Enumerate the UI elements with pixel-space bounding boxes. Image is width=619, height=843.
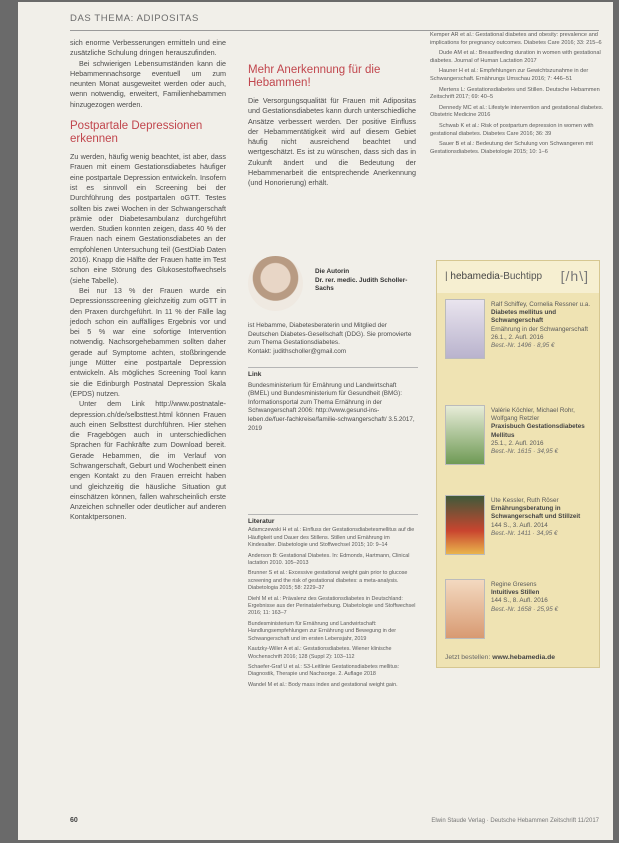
book-edition: 25.1., 2. Aufl. 2016 <box>491 439 544 447</box>
divider <box>248 514 418 515</box>
literature-heading: Literatur <box>248 518 275 525</box>
link-box <box>248 371 418 433</box>
paragraph: Die Versorgungsqualität für Frauen mit Adipositas und Gestationsdiabetes kann durch unterschiedliche Ansätze verbessert werden. Der positive Einfluss der Hebammentätigkeit wird auf diesem Gebiet häufig nicht ausreichend beachtet und wertgeschätzt. Es ist zu wünschen, dass sich das in Zukunft ändert und die Bedeutung der Hebammenarbeit die entsprechende Anerkennung (und Honorierung) erhält. <box>248 96 416 188</box>
section-kicker: DAS THEMA: ADIPOSITAS <box>70 13 199 24</box>
reference-item: Dude AM et al.: Breastfeeding duration in women with gestational diabetes. Journal of Human Lactation 2017 <box>430 50 601 64</box>
book-price: Best.-Nr. 1615 · 34,95 € <box>491 448 558 456</box>
hebamedia-logo-icon: [/h\] <box>560 268 589 284</box>
book-edition: 144 S., 3. Aufl. 2014 <box>491 521 548 529</box>
order-prefix: Jetzt bestellen: <box>445 654 491 661</box>
author-name: Dr. rer. medic. Judith Scholler-Sachs <box>315 276 408 292</box>
literature-item: Bundesministerium für Ernährung und Landwirtschaft: Handlungsempfehlungen zur Ernährung und Bewegung in der Schwangerschaft und im ersten Lebensjahr, 2019 <box>248 620 397 642</box>
author-box <box>315 268 417 294</box>
link-text[interactable]: Bundesministerium für Ernährung und Landwirtschaft (BMEL) und Bundesministerium für Gesundheit (BMG): Informationsportal zum Thema Ernährung in der Schwangerschaft 2006: http://www.gesund-ins-leben.de/fuer-fachkreise/familie-schwangerschaft/ 3.5.2017, 2019 <box>248 381 415 432</box>
book-subtitle: Ernährung in der Schwangerschaft <box>491 325 588 333</box>
book-price: Best.-Nr. 1658 · 25,95 € <box>491 605 558 613</box>
literature-item: Schaefer-Graf U et al.: S3-Leitlinie Gestationsdiabetes mellitus: Diagnostik, Therapie und Nachsorge. 2. Auflage 2018 <box>248 663 400 678</box>
book-author: Regine Gresens <box>491 581 537 588</box>
paragraph: Bei nur 13 % der Frauen wurde ein Depressionsscreening gleichzeitig zum oGTT in den Praxen durchgeführt. In 11 % der Fälle lag jedoch schon ein auffälliges Ergebnis vor und bei 5 % war eine sofortige Intervention notwendig. Nachsorgehebammen sollten daher gerade auf Symptome achten, stoßbringende junge Mütter eine postpartale Depression entwickeln. Als mögliches Screening Tool kann sie die Edinburgh Postnatal Depression Skala (EPDS) nutzen. <box>70 285 226 398</box>
subheading-postpartal: Postpartale Depressionen erkennen <box>70 120 203 146</box>
book-item[interactable] <box>445 495 593 563</box>
literature-item: Wandel M et al.: Body mass index and gestational weight gain. <box>248 681 398 688</box>
book-price: Best.-Nr. 1411 · 34,95 € <box>491 529 558 537</box>
reference-item: Hauner H et al.: Empfehlungen zur Gewichtszunahme in der Schwangerschaft. Ernährungs Umschau 2016; 7: 446–51 <box>430 68 589 82</box>
book-price: Best.-Nr. 1496 · 8,95 € <box>491 342 555 350</box>
reference-item: Sauer B et al.: Bedeutung der Schulung von Schwangeren mit Gestationsdiabetes. Diabetologie 2015; 10: 1–6 <box>430 141 593 155</box>
book-edition: 144 S., 8. Aufl. 2016 <box>491 597 548 605</box>
book-title: Diabetes mellitus und Schwangerschaft <box>491 309 557 325</box>
link-heading: Link <box>248 371 262 378</box>
reference-item: Kemper AR et al.: Gestational diabetes and obesity: prevalence and implications for pregnancy outcomes. Diabetes Care 2016; 33: 215–6 <box>430 32 602 46</box>
book-tip-box <box>436 260 600 668</box>
book-author: Ute Kessler, Ruth Röser <box>491 497 559 504</box>
magazine-page <box>18 2 613 840</box>
paragraph: Unter dem Link http://www.postnatale-depression.ch/de/selbsttest.html können Frauen auch einen Selbsttest durchführen. Hier stehen die Fragebögen auch in unterschiedlichen Sprachen für Fachkräfte zum Download bereit. Gerade Hebammen, die im Verlauf von Schwangerschaft, Geburt und Wochenbett einen engen Kontakt zu den Frauen erreicht haben und gleichzeitig die häusliche Situation gut einschätzen können, fallen wahrscheinlich erste Anzeichen schneller oder deutlicher auf anderen Kontaktpersonen. <box>70 399 226 522</box>
book-author: Ralf Schiffey, Cornelia Ressner u.a. <box>491 301 591 308</box>
book-edition: 26.1., 2. Aufl. 2016 <box>491 333 544 341</box>
literature-item: Adamczewski H et al.: Einfluss der Gestationsdiabetesmellitus auf die Häufigkeit und Dauer des Stillens. Stillen und Ernährung im Kindesalter. Diabetologie und Stoffwechsel 2015; 10: 9–14 <box>248 527 415 549</box>
brand-name: hebamedia <box>450 271 500 282</box>
book-cover <box>445 405 485 465</box>
shop-link[interactable]: www.hebamedia.de <box>492 654 556 661</box>
book-title: Praxisbuch Gestationsdiabetes Mellitus <box>491 423 585 439</box>
column-3-references <box>430 32 604 159</box>
author-photo <box>248 256 303 311</box>
author-contact[interactable]: Kontakt: judithscholler@gmail.com <box>248 347 347 355</box>
page-number: 60 <box>70 817 78 824</box>
subheading-anerkennung: Mehr Anerkennung für die Hebammen! <box>248 64 381 89</box>
column-1 <box>70 38 226 523</box>
book-item[interactable] <box>445 579 593 647</box>
book-title: Ernährungsberatung in Schwangerschaft und Stillzeit <box>491 505 581 521</box>
literature-item: Brunner S et al.: Excessive gestational weight gain prior to glucose screening and the risk of gestational diabetes: a meta-analysis. Diabetologia 2015; 58: 2229–37 <box>248 570 408 592</box>
literature-item: Kautzky-Willer A et al.: Gestationsdiabetes. Wiener klinische Wochenschrift 2016; 128 (Suppl 2): 103–112 <box>248 646 392 660</box>
author-bio-text: ist Hebamme, Diabetesberaterin und Mitglied der Deutschen Diabetes-Gesellschaft (DDG). Sie promovierte zum Thema Gestationsdiabetes. <box>248 322 412 346</box>
literature-item: Anderson B: Gestational Diabetes. In: Edmonds, Hartmann, Clinical lactation 2010. 105–2013 <box>248 552 410 567</box>
book-cover <box>445 299 485 359</box>
book-item[interactable] <box>445 299 593 367</box>
reference-item: Mertens L: Gestationsdiabetes und Stillen. Deutsche Hebammen Zeitschrift 2017; 69: 40–5 <box>430 86 600 101</box>
header-rule <box>70 30 599 31</box>
literature-item: Diehl M et al.: Prävalenz des Gestationsdiabetes in Deutschland: Ergebnisse aus der Perinatalerhebung. Diabetologie und Stoffwechsel 2016; 11: 163–7 <box>248 595 416 617</box>
book-item[interactable] <box>445 405 593 473</box>
book-tip-footer <box>445 654 555 661</box>
book-tip-header: | hebamedia-Buchtipp [/h\] <box>437 261 599 293</box>
book-title: Intuitives Stillen <box>491 589 540 597</box>
author-bio <box>248 322 418 356</box>
paragraph: Zu werden, häufig wenig beachtet, ist aber, dass Frauen mit einem Gestationsdiabetes häufiger eine postpartale Depression entwickeln. Insofern ist es sinnvoll ein Screening bei der Durchführung des postpartalen oGTT. Testes sollten bis zwei Wochen in der Schwangerschaft prämie oder Diabetesambulanz durchgeführt werden. Studien konnten zeigen, dass 40 % der Frauen nach einem Gestationsdiabetes an der empfohlenen Untersuchung teil (GestDiab Daten 2016). Knapp die Hälfte der Frauen hatte im Test schon eine Störung des Glukosestoffwechsels (siehe Tabelle). <box>70 152 226 285</box>
book-cover <box>445 495 485 555</box>
book-tip-label: -Buchtipp <box>499 271 543 282</box>
book-author: Valérie Köchler, Michael Rohr, Wolfgang Retzler <box>491 407 575 423</box>
literature-box <box>248 518 418 692</box>
paragraph: sich enorme Verbesserungen ermitteln und eine zusätzliche Schulung dringen herauszufinden. <box>70 38 226 58</box>
column-2 <box>248 64 416 189</box>
book-cover <box>445 579 485 639</box>
footer-source: Elwin Staude Verlag · Deutsche Hebammen Zeitschrift 11/2017 <box>431 818 599 824</box>
divider <box>248 367 418 368</box>
author-heading: Die Autorin <box>315 268 350 275</box>
reference-item: Schwab K et al.: Risk of postpartum depression in women with gestational diabetes. Diabetes Care 2016; 36: 39 <box>430 122 594 137</box>
reference-item: Dennedy MC et al.: Lifestyle intervention and gestational diabetes. Obstetric Medicine 2016 <box>430 104 604 119</box>
paragraph: Bei schwierigen Lebensumständen kann die Hebammennachsorge eventuell um zum neunten Monat ausgeweitet werden oder auch, wenn notwendig, erweitert, Familienhebammen hinzugezogen werden. <box>70 58 226 109</box>
